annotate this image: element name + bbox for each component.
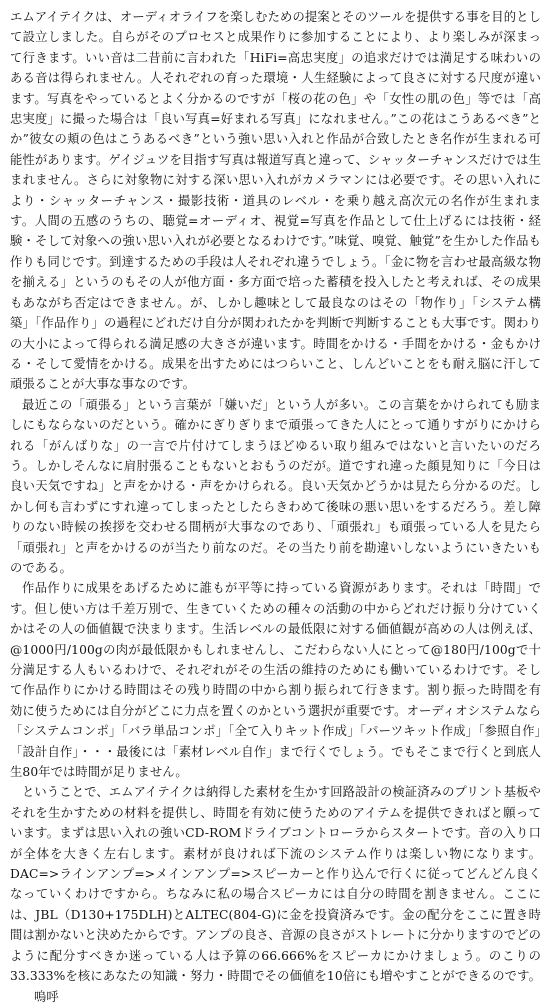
paragraph-conclusion <box>10 782 541 1006</box>
paragraph-intro: エムアイテイクは、オーディオライフを楽しむための提案とそのツールを提供する事を目的として設立しました。自らがそのプロセスと成果作りに参加することにより、より楽しみが深まって行きます。いい音は二昔前に言われた「HiFi=高忠実度」の追求だけでは満足する味わいのある音は得られません。人それぞれの育った環境・人生経験によって良さに対する尺度が違います。写真をやっているとよく分かるのですが「桜の花の色」や「女性の肌の色」等では「高忠実度」に撮った場合は「良い写真=好まれる写真」になれません。”この花はこうあるべき”とか”彼女の頬の色はこうあるべき”という強い思い入れと作品が合致したとき名作が生まれる可能性があります。ゲイジュツを目指す写真は報道写真と違って、シャッターチャンスだけでは生まれません。さらに対象物に対する深い思い入れがカメラマンには必要です。その思い入れにより・シャッターチャンス・撮影技術・道具のレベル・を乗り越え高次元の名作が生まれます。人間の五感のうちの、聴覚=オーディオ、視覚=写真を作品として仕上げるには技術・経験・そして対象への強い思い入れが必要となるわけです。”味覚、嗅覚、触覚”を生かした作品も作りも同じです。到達するための手段は人それぞれ違うでしょう。「金に物を言わせ最高級な物を揃える」というのもその人が他方面・多方面で培った蓄積を投入したと考えれば、その成果もあながち否定はできません。が、しかし趣味として最良なのはその「物作り」「システム構築」「作品作り」の過程にどれだけ自分が関われたかを判断で判断することも大事です。関わりの大小によって得られる満足感の大きさが違います。時間をかける・手間をかける・金もかける・そして愛情をかける。成果を出すためにはつらいこと、しんどいことをも耐え脳に汗して頑張ることが大事な事なのです。 <box>10 10 541 392</box>
paragraph-ganbaru: 最近この「頑張る」という言葉が「嫌いだ」という人が多い。この言葉をかけられても励ましにもならないのだという。確かにぎりぎりまで頑張ってきた人にとって通りすがりにかけられる「がんばりな」の一言で片付けてしまうほどゆるい取り組みではないと言いたいのだろう。しかしそんなに肩肘張ることもないとおもうのだが。道ですれ違った顔見知りに「今日は良い天気ですね」と声をかける・声をかけられる。良い天気かどうかは見たら分かるのだ。しかし何も言わずにすれ違ってしまったとしたらきわめて後味の悪い思いをするだろう。差し障りのない時候の挨拶を交わせる間柄が大事なのであり、「頑張れ」も頑張っている人を見たら「頑張れ」と声をかけるのが当たり前なのだ。その当たり前を勘違いしないようにいきたいものである。 <box>10 397 541 575</box>
paragraph-time-resource: 作品作りに成果をあげるために誰もが平等に持っている資源があります。それは「時間」です。但し使い方は千差万別で、生きていくための種々の活動の中からどれだけ振り分けていくかはその人の価値観で決まります。生活レベルの最低限に対する価値観が高めの人は例えば、@1000円/100gの肉が最低限かもしれませんし、こだわらない人にとって@180円/100gで十分満足する人もいるわけで、それぞれがその生活の維持のためにも働いているわけです。そして作品作りにかける時間はその残り時間の中から割り振られて行きます。割り振った時間を有効に使うためには自分がどこに力点を置くのかという選択が重要です。オーディオシステムなら「システムコンポ」「バラ単品コンポ」「全て入りキット作成」「パーツキット作成」「参照自作」「設計自作」・・・最後には「素材レベル自作」まで行くでしょう。でもそこまで行くと到底人生80年では時間が足りません。 <box>10 581 541 780</box>
signature: 嗚呼 <box>34 989 59 1004</box>
paragraph-conclusion-text: ということで、エムアイテイクは納得した素材を生かす回路設計の検証済みのプリント基板やそれを生かすための材料を提供し、時間を有効に使うためのアイテムを提供できればと願っています。まずは思い入れの強いCD-ROMドライブコントローラからスタートです。音の入り口が全体を大きく左右します。素材が良ければ下流のシステム作りは楽しい物になります。DAC=>ラインアンプ=>メインアンプ=>スピーカーと作り込んで行くに従ってどんどん良くなっていくわけですから。ちなみに私の場合スピーカには自分の時間を割きません。ここには、JBL（D130+175DLH)とALTEC(804-G)に金を投資済みです。金の配分をここに置き時間は割かないと決めたからです。アンプの良さ、音源の良さがストレートに分かりますのでどのように配分すべきか迷っている人は予算の66.666%をスピーカにかけましょう。のこりの33.333%を核にあなたの知識・努力・時間でその価値を10倍にも増やすことができるのです。 <box>10 785 541 984</box>
